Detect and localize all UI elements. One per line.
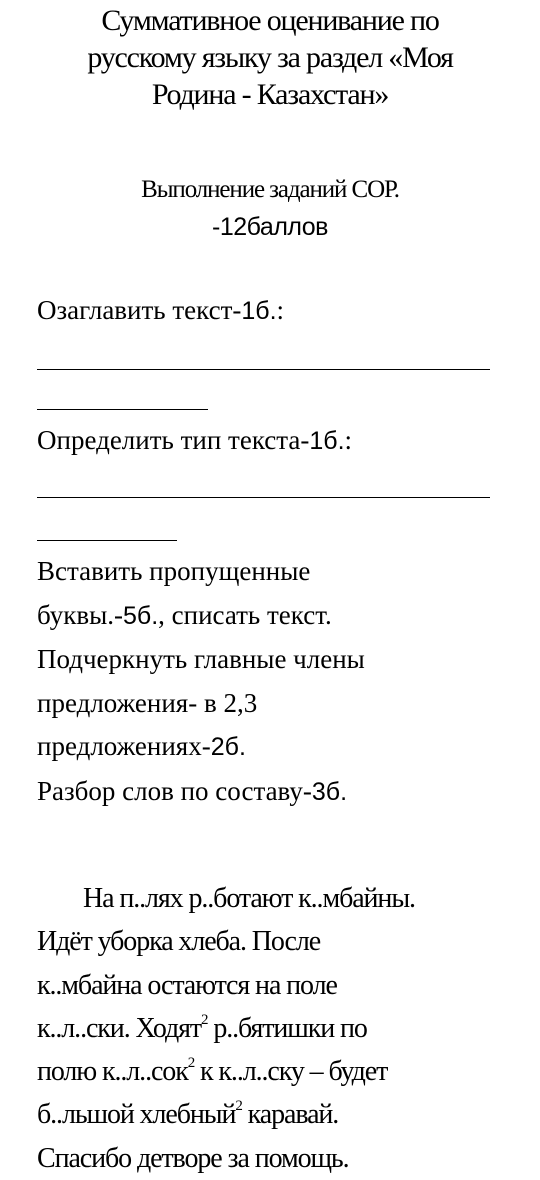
answer-line: [37, 540, 177, 541]
answer-line: [37, 497, 490, 498]
task-points: 1б.: [241, 297, 277, 325]
task-label: буквы.-: [37, 599, 123, 630]
task-underline-members: Подчеркнуть главные члены: [37, 644, 365, 674]
task-title-text: [37, 289, 497, 334]
task-points: 3б.: [311, 777, 348, 806]
task-text-type: [37, 419, 497, 464]
task-label: Разбор слов по составу-: [37, 775, 312, 806]
title-line-2: русскому языку за раздел «Моя: [87, 41, 453, 74]
task-points: 1б.: [309, 427, 345, 455]
footnote-mark: 2: [201, 1011, 208, 1028]
task-underline-members-end: [37, 725, 497, 770]
task-label: Определить тип текста-: [37, 425, 310, 455]
task-points: 5б.: [122, 601, 159, 630]
document-subtitle: Выполнение заданий СОР.: [141, 176, 399, 203]
footnote-mark: 2: [235, 1098, 242, 1115]
task-insert-letters-cont: [37, 594, 497, 639]
exercise-passage: [37, 877, 507, 1180]
task-tail: , списать текст.: [158, 599, 332, 630]
passage-line: Спасибо детворе за помощь.: [37, 1142, 349, 1174]
task-points: 2б.: [210, 733, 246, 761]
task-list: [37, 550, 497, 814]
task-underline-members-cont: предложения- в 2,3: [37, 687, 258, 718]
passage-line: На п..лях р..ботают к..мбайны.: [83, 883, 415, 914]
task-label: предложениях-: [37, 731, 211, 761]
answer-line: [37, 369, 490, 370]
answer-line: [37, 409, 208, 410]
task-tail: :: [276, 295, 285, 325]
title-line-3: Родина - Казахстан»: [151, 78, 389, 111]
passage-line: б..льшой хлебный$^2$ каравай.: [37, 1098, 339, 1131]
passage-line: к..л..ски. Ходят$^2$ р..бятишки по: [37, 1011, 367, 1044]
passage-line: полю к..л..сок$^2$ к к..л..ску – будет: [37, 1055, 388, 1088]
task-label: Озаглавить текст-: [37, 295, 242, 325]
passage-line: Идёт уборка хлеба. После: [37, 926, 321, 958]
task-word-parsing: [37, 770, 497, 815]
footnote-mark: 2: [187, 1055, 195, 1072]
task-insert-letters: Вставить пропущенные: [37, 556, 311, 586]
total-score: -12баллов: [212, 213, 328, 241]
passage-line: к..мбайна остаются на поле: [37, 969, 337, 1001]
task-tail: :: [344, 425, 353, 455]
document-title: [40, 2, 500, 113]
title-line-1: Суммативное оценивание по: [101, 4, 439, 37]
